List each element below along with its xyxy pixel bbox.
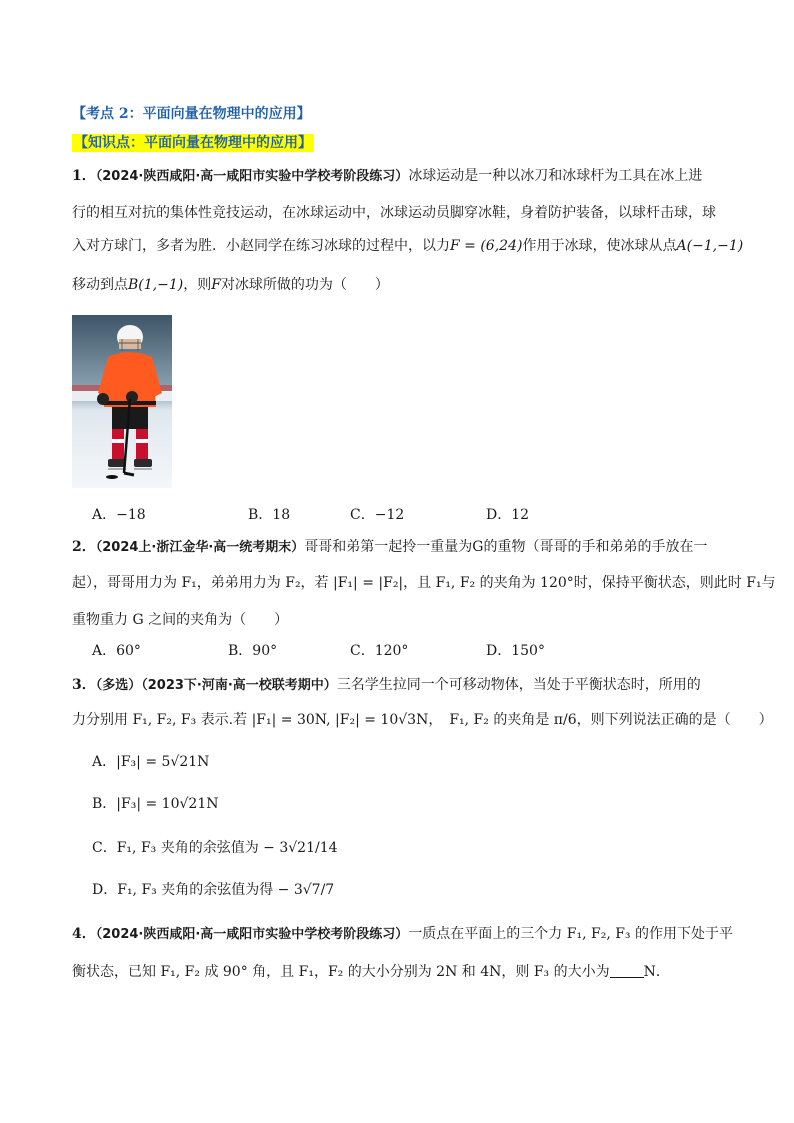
q4-text-2: 衡状态，已知 F₁, F₂ 成 90° 角，且 F₁，F₂ 的大小分别为 2N 和 4N，则 F₃ 的大小为 [72, 964, 610, 980]
knowledge-point-highlight: 【知识点：平面向量在物理中的应用】 [74, 135, 312, 151]
q1-line-1 [72, 166, 732, 187]
q3-source: （多选）（2023下·河南·高一校联考期中） [95, 678, 337, 693]
q2-text-1: 哥哥和弟第一起拎一重量为G的重物（哥哥的手和弟弟的手放在一 [304, 539, 708, 555]
q2-line-2: 起），哥哥用力为 F₁，弟弟用力为 F₂，若 |F₁| = |F₂|，且 F₁, F₂ 的夹角为 120°时，保持平衡状态，则此时 F₁与 [72, 575, 776, 591]
q1-option-c[interactable]: C．−12 [350, 507, 405, 523]
q3-text-1: 三名学生拉同一个可移动物体，当处于平衡状态时，所用的 [336, 677, 701, 693]
q1-number: 1． [72, 168, 96, 184]
q2-option-d[interactable]: D．150° [486, 643, 545, 659]
q3-line-2: 力分别用 F₁, F₂, F₃ 表示.若 |F₁| = 30N, |F₂| = 10√3N， F₁, F₂ 的夹角是 π/6，则下列说法正确的是（ ） [72, 712, 773, 728]
q1-text-3b: 作用于冰球，使冰球从点 [522, 238, 677, 254]
q1-line-3 [72, 236, 744, 256]
q4-answer-blank[interactable] [610, 963, 644, 978]
q1-line-4 [72, 275, 732, 295]
q2-option-a[interactable]: A．60° [92, 643, 141, 659]
q1-f-symbol: F [211, 277, 221, 293]
hockey-player-illustration [72, 315, 172, 488]
q3-option-b[interactable]: B．|F₃| = 10√21N [92, 796, 219, 812]
q4-text-2b: N． [643, 964, 670, 980]
q1-point-b: B(1,−1) [128, 277, 184, 293]
hockey-player-photo [72, 315, 172, 488]
q1-line-2: 行的相互对抗的集体性竞技运动，在冰球运动中，冰球运动员脚穿冰鞋，身着防护装备，以球杆击球，球 [72, 205, 716, 221]
q1-text-4b: ，则 [183, 277, 212, 293]
q2-source: （2024上·浙江金华·高一统考期末） [95, 540, 305, 555]
q3-option-a[interactable]: A．|F₃| = 5√21N [92, 754, 210, 770]
q2-option-c[interactable]: C．120° [350, 643, 409, 659]
q1-option-a[interactable]: A．−18 [92, 507, 146, 523]
q1-force-vector: F = (6,24) [450, 238, 523, 254]
q3-option-c[interactable]: C．F₁, F₃ 夹角的余弦值为 − 3√21/14 [92, 840, 338, 856]
q1-text-4c: 对冰球所做的功为（ ） [220, 277, 389, 293]
q3-number: 3． [72, 677, 96, 693]
q1-text-4a: 移动到点 [72, 277, 128, 293]
q3-line-1 [72, 675, 732, 696]
q2-option-b[interactable]: B．90° [228, 643, 278, 659]
q4-number: 4． [72, 926, 96, 942]
q4-text-1: 一质点在平面上的三个力 F₁, F₂, F₃ 的作用下处于平 [408, 926, 733, 942]
q4-line-2 [72, 962, 732, 982]
q2-line-3: 重物重力 G 之间的夹角为（ ） [72, 612, 289, 628]
knowledge-point-label [72, 133, 732, 153]
q1-point-a: A(−1,−1) [676, 238, 744, 254]
q1-text-1: 冰球运动是一种以冰刀和冰球杆为工具在冰上进 [408, 168, 703, 184]
q1-text-3: 入对方球门，多者为胜．小赵同学在练习冰球的过程中，以力 [72, 238, 450, 254]
q1-option-d[interactable]: D．12 [486, 507, 530, 523]
q2-number: 2． [72, 539, 96, 555]
q4-source: （2024·陕西咸阳·高一咸阳市实验中学校考阶段练习） [95, 927, 409, 942]
q4-line-1 [72, 924, 732, 945]
q1-source: （2024·陕西咸阳·高一咸阳市实验中学校考阶段练习） [95, 169, 409, 184]
q1-option-b[interactable]: B．18 [248, 507, 291, 523]
topic-heading: 【考点 2：平面向量在物理中的应用】 [72, 106, 311, 122]
q3-option-d[interactable]: D．F₁, F₃ 夹角的余弦值为得 − 3√7/7 [92, 882, 335, 898]
q2-line-1 [72, 537, 732, 558]
